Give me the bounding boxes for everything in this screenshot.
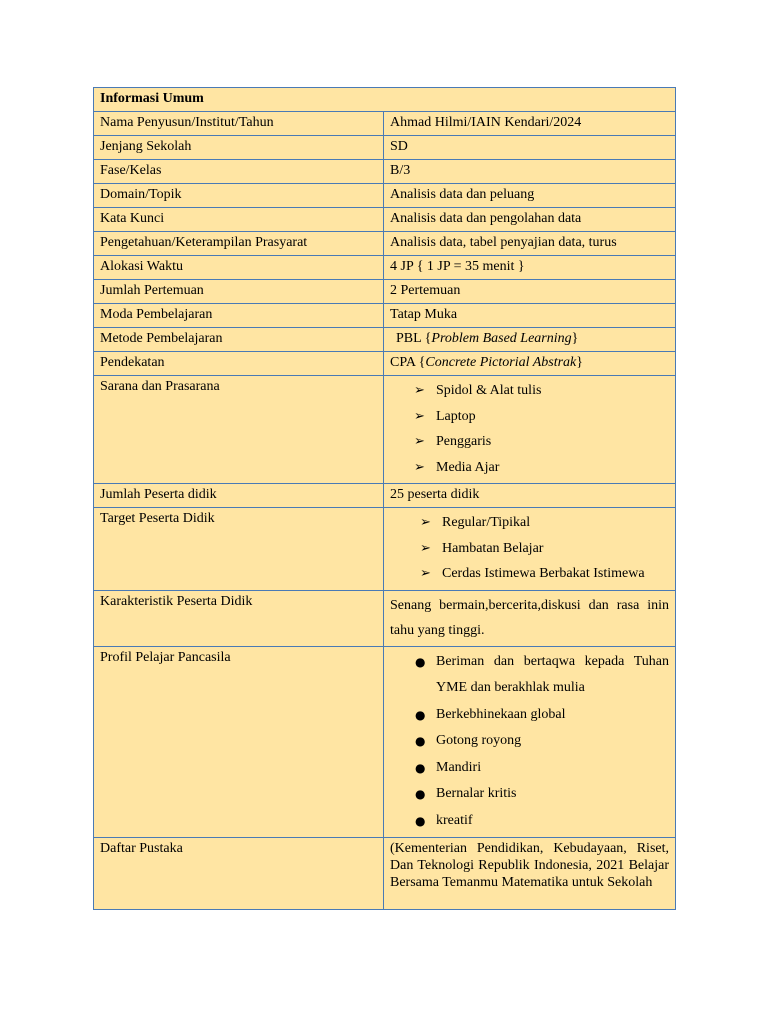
arrow-bullet-icon: ➢ (420, 566, 431, 581)
list-item-text: Bernalar kritis (436, 786, 517, 801)
row-label: Sarana dan Prasarana (94, 376, 384, 484)
bullet-dot-icon: ● (415, 760, 426, 775)
table-row (94, 184, 676, 208)
table-row (94, 304, 676, 328)
table-row (94, 328, 676, 352)
table-row (94, 208, 676, 232)
row-value: 25 peserta didik (384, 484, 676, 508)
list-item-text: Beriman dan bertaqwa kepada Tuhan YME dan berakhlak mulia (436, 653, 669, 695)
table-header-row (94, 88, 676, 112)
row-value: Ahmad Hilmi/IAIN Kendari/2024 (384, 112, 676, 136)
table-heading: Informasi Umum (94, 88, 676, 112)
table-row (94, 376, 676, 484)
row-value (384, 328, 676, 352)
row-label: Pengetahuan/Keterampilan Prasyarat (94, 232, 384, 256)
row-label: Pendekatan (94, 352, 384, 376)
bullet-dot-icon: ● (415, 654, 426, 669)
method-suffix: } (571, 331, 579, 346)
list-item-text: Hambatan Belajar (442, 540, 544, 556)
list-item (420, 561, 669, 587)
list-item-text: Berkebhinekaan global (436, 706, 566, 722)
row-label: Karakteristik Peserta Didik (94, 590, 384, 646)
arrow-bullet-icon: ➢ (420, 515, 431, 530)
list-item-text: Laptop (436, 408, 476, 424)
list-item-text: Regular/Tipikal (442, 515, 531, 530)
row-value: Senang bermain,bercerita,diskusi dan rasa inin tahu yang tinggi. (384, 590, 676, 646)
arrow-bullet-icon: ➢ (414, 459, 425, 475)
list-item (414, 455, 669, 481)
method-italic: Problem Based Learning (431, 331, 572, 346)
row-label: Jenjang Sekolah (94, 136, 384, 160)
table-row (94, 136, 676, 160)
approach-prefix: CPA { (390, 355, 426, 370)
row-value (384, 352, 676, 376)
row-label: Jumlah Peserta didik (94, 484, 384, 508)
bullet-dot-icon: ● (415, 734, 426, 748)
list-item-text: Penggaris (436, 434, 492, 449)
approach-suffix: } (576, 355, 584, 370)
row-label: Profil Pelajar Pancasila (94, 646, 384, 838)
list-item-text: kreatif (436, 812, 473, 828)
list-item (414, 378, 669, 404)
method-prefix: PBL { (396, 331, 432, 346)
list-item (414, 429, 669, 455)
table-row (94, 590, 676, 646)
list-item (414, 702, 669, 729)
table-row (94, 280, 676, 304)
list-item-text: Spidol & Alat tulis (436, 383, 542, 398)
arrow-bullet-icon: ➢ (414, 434, 425, 449)
row-value: SD (384, 136, 676, 160)
general-info-table (93, 87, 676, 910)
list-item (414, 649, 669, 702)
list-item (420, 536, 669, 562)
list-item-text: Media Ajar (436, 459, 500, 475)
list-item (414, 808, 669, 835)
row-value: B/3 (384, 160, 676, 184)
table-row (94, 352, 676, 376)
bullet-dot-icon: ● (415, 707, 426, 722)
list-item (414, 404, 669, 430)
row-label: Jumlah Pertemuan (94, 280, 384, 304)
list-item (414, 755, 669, 782)
row-value: Tatap Muka (384, 304, 676, 328)
facility-list (390, 378, 669, 480)
list-item-text: Cerdas Istimewa Berbakat Istimewa (442, 566, 645, 581)
row-label: Metode Pembelajaran (94, 328, 384, 352)
row-value (384, 376, 676, 484)
list-item-text: Mandiri (436, 759, 482, 775)
row-label: Domain/Topik (94, 184, 384, 208)
arrow-bullet-icon: ➢ (414, 408, 425, 424)
row-value: 4 JP { 1 JP = 35 menit } (384, 256, 676, 280)
table-row (94, 508, 676, 591)
table-row (94, 160, 676, 184)
table-row (94, 484, 676, 508)
row-value (384, 508, 676, 591)
row-value (384, 838, 676, 910)
row-value: 2 Pertemuan (384, 280, 676, 304)
row-value: Analisis data, tabel penyajian data, turus (384, 232, 676, 256)
row-label: Kata Kunci (94, 208, 384, 232)
bullet-dot-icon: ● (415, 813, 426, 828)
row-label: Nama Penyusun/Institut/Tahun (94, 112, 384, 136)
row-label: Fase/Kelas (94, 160, 384, 184)
row-label: Alokasi Waktu (94, 256, 384, 280)
arrow-bullet-icon: ➢ (414, 383, 425, 398)
row-label: Target Peserta Didik (94, 508, 384, 591)
profile-list (390, 649, 669, 835)
row-value: Analisis data dan pengolahan data (384, 208, 676, 232)
table-row (94, 646, 676, 838)
row-value (384, 646, 676, 838)
target-list (390, 510, 669, 587)
reference-text: (Kementerian Pendidikan, Kebudayaan, Riset, Dan Teknologi Republik Indonesia, 2021 Belajar Bersama Temanmu Matematika untuk Sekolah (390, 841, 669, 890)
row-label: Moda Pembelajaran (94, 304, 384, 328)
bullet-dot-icon: ● (415, 787, 426, 801)
table-row (94, 112, 676, 136)
arrow-bullet-icon: ➢ (420, 540, 431, 556)
approach-italic: Concrete Pictorial Abstrak (425, 355, 577, 370)
list-item (420, 510, 669, 536)
table-row (94, 838, 676, 910)
row-label: Daftar Pustaka (94, 838, 384, 910)
list-item-text: Gotong royong (436, 733, 522, 748)
list-item (414, 728, 669, 755)
table-row (94, 232, 676, 256)
row-value: Analisis data dan peluang (384, 184, 676, 208)
list-item (414, 781, 669, 808)
table-row (94, 256, 676, 280)
